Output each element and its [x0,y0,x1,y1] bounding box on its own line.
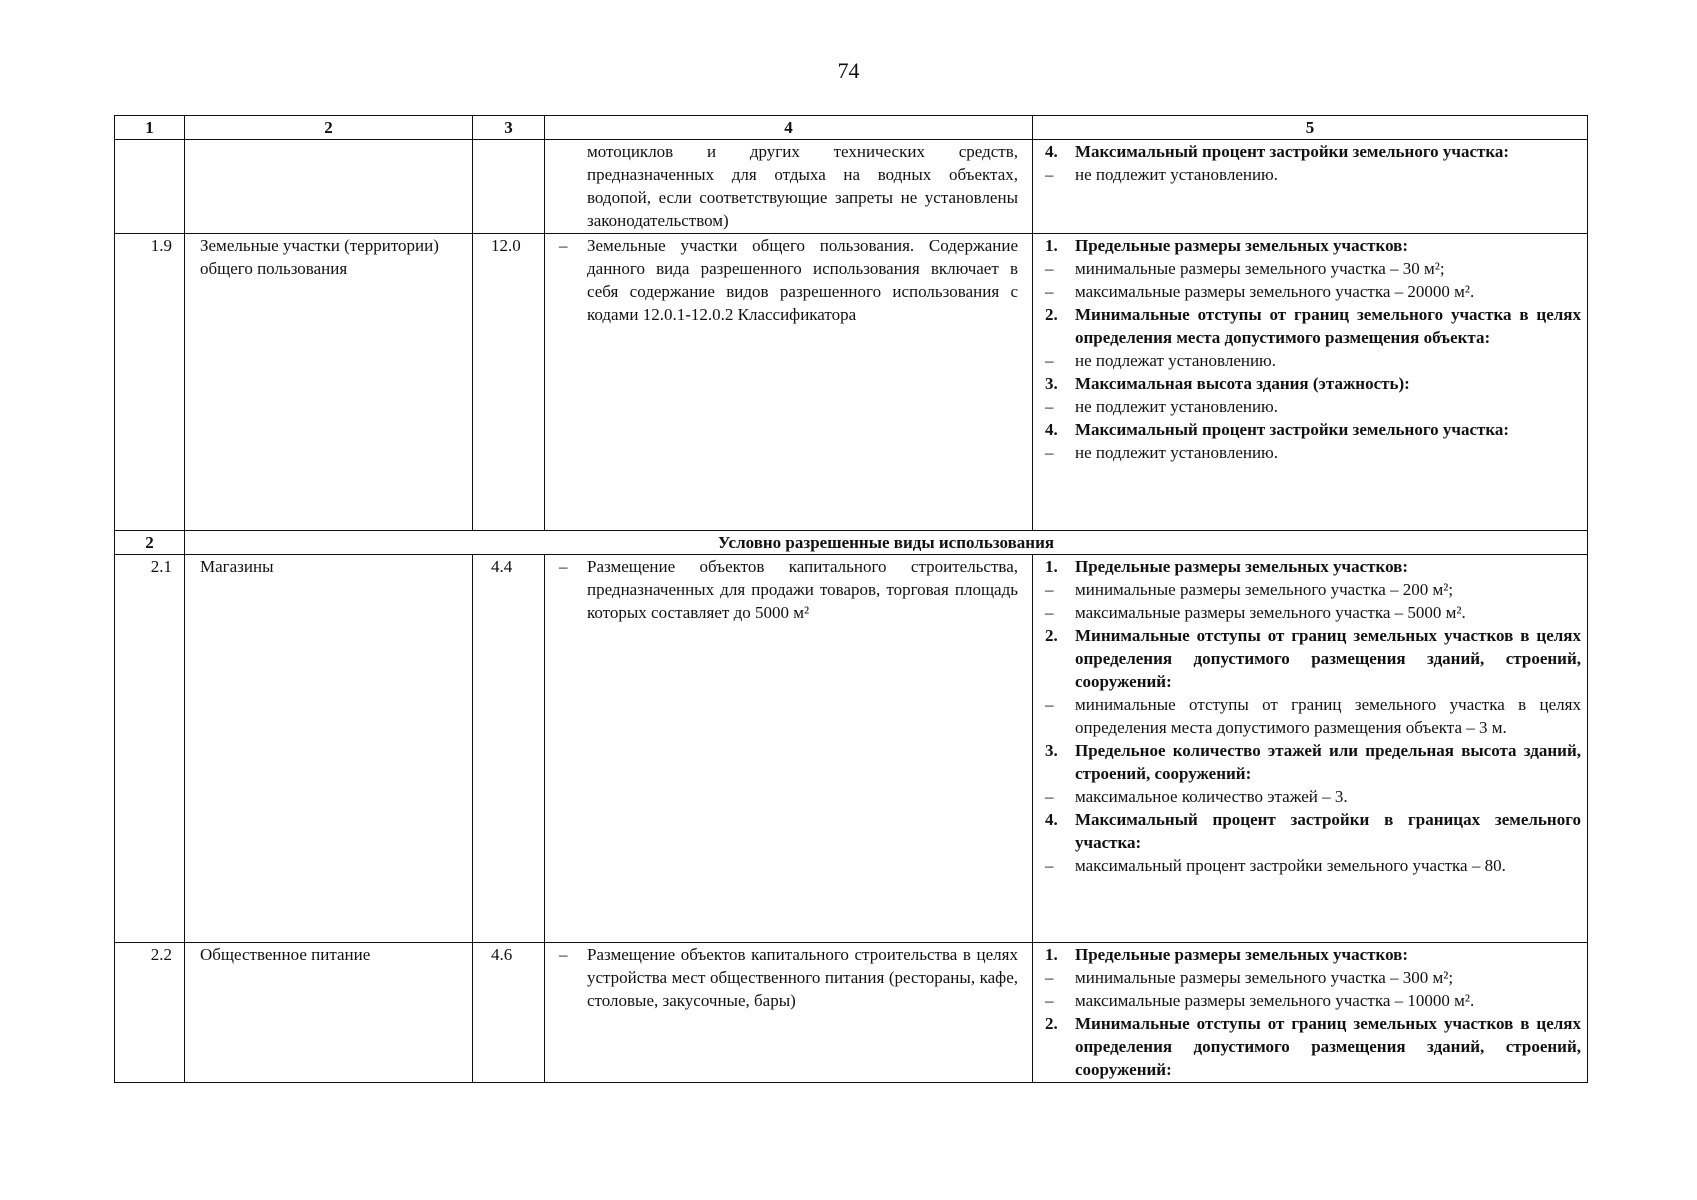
parameter-item [545,234,1032,326]
list-item-text: Максимальный процент застройки земельного участка: [1075,420,1510,439]
row-code-cell [473,140,545,234]
list-marker: 1. [1045,557,1058,576]
list-marker: – [1045,282,1054,301]
row-name-cell [185,140,473,234]
list-item-text: минимальные отступы от границ земельного участка в целях определения места допустимого размещения объекта – 3 м. [1075,695,1581,737]
parameter-item [1033,966,1587,989]
list-marker: – [1045,856,1054,875]
header-col-3: 3 [473,116,545,140]
list-item-text: Максимальная высота здания (этажность): [1075,374,1410,393]
list-marker: – [1045,968,1054,987]
list-item-text: Земельные участки общего пользования. Содержание данного вида разрешенного использования включает в себя содержание видов разрешенного использования с кодами 12.0.1-12.0.2 Классификатора [587,236,1018,324]
list-marker: 4. [1045,142,1058,161]
row-name-cell: Магазины [185,555,473,943]
list-item-text: Предельные размеры земельных участков: [1075,557,1409,576]
row-description-cell [545,555,1033,943]
row-code-cell: 4.4 [473,555,545,943]
parameter-item [1033,280,1587,303]
table-row [115,234,1588,531]
parameter-heading [1033,234,1587,257]
list-item-text: максимальный процент застройки земельного участка – 80. [1075,856,1506,875]
row-num-cell: 2.1 [115,555,185,943]
parameter-item [1033,785,1587,808]
parameter-heading [1033,808,1587,854]
description-text: мотоциклов и других технических средств, предназначенных для отдыха на водных объектах, водопой, если соответствующие запреты не установлены законодательством) [587,142,1018,230]
row-parameters-cell [1033,140,1588,234]
header-col-2: 2 [185,116,473,140]
table-row [115,555,1588,943]
parameter-item [1033,854,1587,877]
row-name-cell: Земельные участки (территории) общего пользования [185,234,473,531]
parameter-heading [1033,624,1587,693]
header-col-4: 4 [545,116,1033,140]
section-row [115,531,1588,555]
section-num: 2 [115,531,185,555]
row-name-cell: Общественное питание [185,943,473,1083]
row-parameters-cell [1033,234,1588,531]
parameter-item [1033,257,1587,280]
list-marker: – [1045,603,1054,622]
list-marker: – [559,557,568,576]
parameter-heading [1033,418,1587,441]
list-item-text: Максимальный процент застройки в границах земельного участка: [1075,810,1581,852]
list-marker: 2. [1045,1014,1058,1033]
parameter-heading [1033,140,1587,163]
list-item-text: Предельное количество этажей или предельная высота зданий, строений, сооружений: [1075,741,1581,783]
list-marker: 2. [1045,305,1058,324]
row-code-cell: 12.0 [473,234,545,531]
parameter-heading [1033,372,1587,395]
table-row [115,943,1588,1083]
parameter-heading [1033,943,1587,966]
parameter-item [1033,989,1587,1012]
list-item-text: Минимальные отступы от границ земельных участков в целях определения допустимого размещения зданий, строений, сооружений: [1075,1014,1581,1079]
row-description-cell [545,943,1033,1083]
parameter-item [1033,441,1587,464]
list-item-text: не подлежит установлению. [1075,397,1279,416]
parameter-heading [1033,739,1587,785]
list-item-text: Предельные размеры земельных участков: [1075,945,1409,964]
parameter-item [1033,578,1587,601]
row-code-cell: 4.6 [473,943,545,1083]
list-marker: 3. [1045,741,1058,760]
row-description-cell [545,140,1033,234]
parameter-item [1033,349,1587,372]
table-header-row [115,116,1588,140]
page-number: 74 [837,58,860,83]
list-marker: – [1045,351,1054,370]
list-marker: – [1045,787,1054,806]
list-item-text: Максимальный процент застройки земельного участка: [1075,142,1510,161]
list-marker: – [1045,259,1054,278]
parameter-heading [1033,303,1587,349]
row-parameters-cell [1033,943,1588,1083]
regulations-table [114,115,1588,1083]
list-marker: 2. [1045,626,1058,645]
row-parameters-cell [1033,555,1588,943]
row-description-cell [545,234,1033,531]
list-marker: – [1045,443,1054,462]
list-item-text: максимальное количество этажей – 3. [1075,787,1348,806]
list-marker: – [1045,165,1054,184]
list-item-text: минимальные размеры земельного участка – 30 м²; [1075,259,1445,278]
header-col-5: 5 [1033,116,1588,140]
list-item-text: Размещение объектов капитального строительства, предназначенных для продажи товаров, торговая площадь которых составляет до 5000 м² [587,557,1018,622]
list-item-text: Минимальные отступы от границ земельного участка в целях определения места допустимого размещения объекта: [1075,305,1581,347]
list-item-text: максимальные размеры земельного участка – 5000 м². [1075,603,1466,622]
header-col-1: 1 [115,116,185,140]
list-item-text: не подлежит установлению. [1075,165,1279,184]
list-item-text: минимальные размеры земельного участка – 200 м²; [1075,580,1454,599]
table-row [115,140,1588,234]
list-marker: – [1045,991,1054,1010]
section-title: Условно разрешенные виды использования [185,531,1588,555]
list-item-text: максимальные размеры земельного участка – 20000 м². [1075,282,1475,301]
list-marker: – [1045,695,1054,714]
parameter-item [1033,693,1587,739]
parameter-item [1033,163,1587,186]
list-marker: 3. [1045,374,1058,393]
row-num-cell [115,140,185,234]
parameter-item [1033,601,1587,624]
list-item-text: Минимальные отступы от границ земельных участков в целях определения допустимого размещения зданий, строений, сооружений: [1075,626,1581,691]
parameter-item [1033,395,1587,418]
list-marker: 1. [1045,945,1058,964]
list-marker: 1. [1045,236,1058,255]
parameter-item [545,555,1032,624]
list-item-text: Размещение объектов капитального строительства в целях устройства мест общественного питания (рестораны, кафе, столовые, закусочные, бары) [587,945,1018,1010]
list-item-text: минимальные размеры земельного участка – 300 м²; [1075,968,1454,987]
list-marker: 4. [1045,810,1058,829]
list-item-text: Предельные размеры земельных участков: [1075,236,1409,255]
parameter-heading [1033,1012,1587,1081]
list-item-text: не подлежит установлению. [1075,443,1279,462]
list-marker: – [559,236,568,255]
list-marker: – [559,945,568,964]
list-marker: – [1045,580,1054,599]
parameter-heading [1033,555,1587,578]
list-item-text: не подлежат установлению. [1075,351,1277,370]
row-num-cell: 2.2 [115,943,185,1083]
parameter-item [545,943,1032,1012]
list-marker: 4. [1045,420,1058,439]
row-num-cell: 1.9 [115,234,185,531]
list-item-text: максимальные размеры земельного участка – 10000 м². [1075,991,1475,1010]
list-marker: – [1045,397,1054,416]
